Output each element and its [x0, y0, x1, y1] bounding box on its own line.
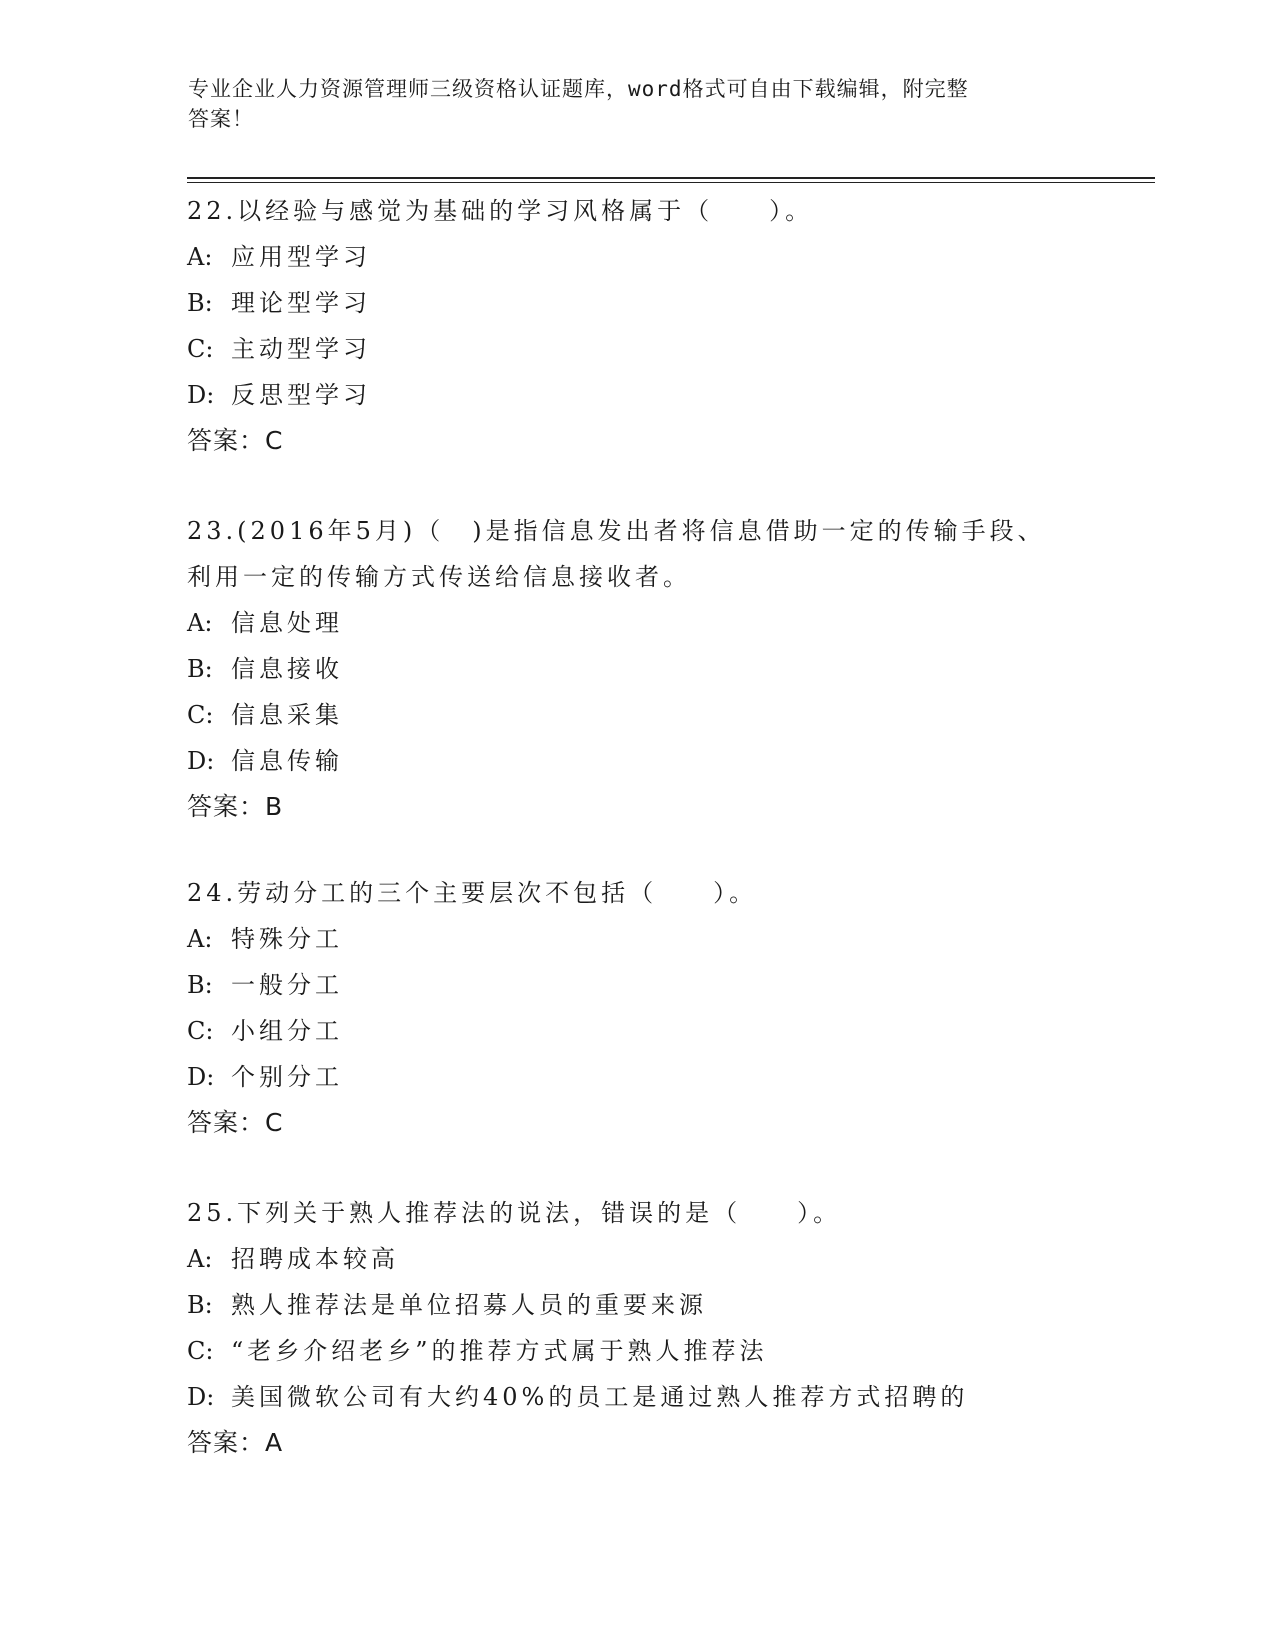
- option-a: [187, 1236, 1087, 1282]
- option-letter: B:: [187, 1291, 213, 1319]
- option-b: [187, 1282, 1087, 1328]
- option-letter: C:: [187, 701, 214, 729]
- question-25: [187, 1190, 1087, 1466]
- option-letter: D:: [187, 1383, 215, 1411]
- question-stem: 22.以经验与感觉为基础的学习风格属于（ ）。: [187, 197, 814, 225]
- option-text: 反思型学习: [231, 381, 371, 409]
- option-text: 信息接收: [231, 655, 343, 683]
- option-text: 小组分工: [231, 1017, 343, 1045]
- question-stem-line-2: 利用一定的传输方式传送给信息接收者。: [187, 563, 691, 591]
- option-d: [187, 738, 1087, 784]
- option-text: 信息传输: [231, 747, 343, 775]
- option-letter: D:: [187, 747, 215, 775]
- option-d: [187, 372, 1087, 418]
- option-text: 一般分工: [231, 971, 343, 999]
- option-b: [187, 646, 1087, 692]
- option-c: [187, 326, 1087, 372]
- option-text: 理论型学习: [231, 289, 371, 317]
- option-c: [187, 1328, 1087, 1374]
- option-a: [187, 916, 1087, 962]
- option-letter: B:: [187, 289, 213, 317]
- option-letter: A:: [187, 609, 213, 637]
- option-text: “老乡介绍老乡”的推荐方式属于熟人推荐法: [231, 1337, 768, 1365]
- option-text: 应用型学习: [231, 243, 371, 271]
- option-b: [187, 280, 1087, 326]
- option-text: 熟人推荐法是单位招募人员的重要来源: [231, 1291, 707, 1319]
- option-a: [187, 600, 1087, 646]
- option-letter: A:: [187, 243, 213, 271]
- option-letter: A:: [187, 925, 213, 953]
- option-letter: A:: [187, 1245, 213, 1273]
- question-stem: 24.劳动分工的三个主要层次不包括（ ）。: [187, 879, 758, 907]
- answer-line: 答案：B: [187, 792, 284, 821]
- answer-line: 答案：C: [187, 426, 284, 455]
- option-text: 美国微软公司有大约40%的员工是通过熟人推荐方式招聘的: [231, 1383, 969, 1411]
- header-divider-thick: [187, 177, 1155, 179]
- option-letter: C:: [187, 1017, 214, 1045]
- option-text: 个别分工: [231, 1063, 343, 1091]
- option-c: [187, 692, 1087, 738]
- answer-line: 答案：A: [187, 1428, 284, 1457]
- question-24: [187, 870, 1087, 1146]
- document-header: [188, 74, 1088, 134]
- option-d: [187, 1374, 1087, 1420]
- option-c: [187, 1008, 1087, 1054]
- question-23: [187, 508, 1087, 830]
- option-text: 招聘成本较高: [231, 1245, 399, 1273]
- header-line-2: 答案！: [188, 107, 254, 131]
- option-letter: C:: [187, 335, 214, 363]
- answer-line: 答案：C: [187, 1108, 284, 1137]
- option-text: 信息处理: [231, 609, 343, 637]
- option-letter: D:: [187, 381, 215, 409]
- option-d: [187, 1054, 1087, 1100]
- option-a: [187, 234, 1087, 280]
- option-text: 主动型学习: [231, 335, 371, 363]
- question-stem: 23.(2016年5月)（ )是指信息发出者将信息借助一定的传输手段、: [187, 517, 1046, 545]
- option-text: 信息采集: [231, 701, 343, 729]
- question-22: [187, 188, 1087, 464]
- option-letter: C:: [187, 1337, 214, 1365]
- option-b: [187, 962, 1087, 1008]
- option-letter: D:: [187, 1063, 215, 1091]
- header-divider-thin: [187, 182, 1155, 183]
- option-letter: B:: [187, 655, 213, 683]
- question-stem: 25.下列关于熟人推荐法的说法，错误的是（ ）。: [187, 1199, 842, 1227]
- option-letter: B:: [187, 971, 213, 999]
- option-text: 特殊分工: [231, 925, 343, 953]
- header-line-1: 专业企业人力资源管理师三级资格认证题库，word格式可自由下载编辑，附完整: [188, 77, 969, 101]
